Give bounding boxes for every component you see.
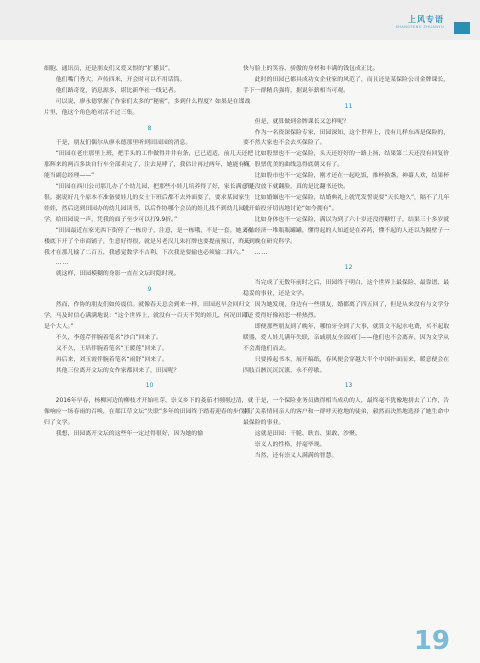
paragraph: 比如股市也不一定保险，刚才还在一起吃饭，推杯换盏，神薹人欢，结果杯子还没放下就翻脸，真的是比翻书还快。 [243,173,450,191]
paragraph: 可以说，廖永德掌握了作家们太多的“秘密”，多到什么程度？如果是在谍战片里，他这个角色绝对活不过三集。 [44,98,251,116]
section-number: 9 [147,286,152,294]
section-number: 11 [344,102,353,110]
paragraph: 细胞、通讯员，还是朋友们又爱又恨的“扩播员”。 [44,66,174,72]
paragraph: 比如婚姻也不一定保险，结婚典礼上就咒发誓说要“天长地久”，隔不了几年就开始投牙切齿地讨论“如今拥有”。 [243,194,450,212]
paragraph: 我想，田园离开文坛的这些年一定过得很好，因为她的愉 [55,431,204,438]
paragraph: “田园最近在家光西下街停了一栋房子，注意，是一栋哦，不是一套。她又在楼底下开了个串商铺子，生意好得很，就是另老汉儿朱打牌也要提前预订，昨天我才在那儿输了二百五，我感觉数学不吉利，下次我是要输也必须输二四六。” [44,227,254,256]
section-number: 8 [147,124,152,132]
section-number: 13 [344,382,353,390]
page-header [0,0,480,40]
paragraph: 崇义人的性格，抒毫毕现。 [254,442,326,448]
section-number: 12 [344,264,353,272]
paragraph: 此时的田园已都具成功女企业家的风范了，而且还是某保险公司金牌课长，手下一群精兵强将，据说年薪相当可观。 [243,76,450,94]
paragraph: 这就是田园：干脆、耿直、果敢、沙聚。 [254,431,361,438]
paragraph: 又不久，王培伴腕着笔名“王暖莲”回来了。 [55,345,168,352]
paragraph: 就这样，田园模糊的身影一直在文坛时隐时现。 [55,271,180,278]
paragraph: 2016年早春，杨柳河边的柳枝才开始吐芽，崇义乡下的菱茄才刚刚过清，就像响应一场春雨的召唤，在郯江草文坛“失联”多年的田园终于踏着迎春的步伐回归了文学。 [44,398,254,427]
paragraph: 他们路奇宽，消息源多，堪比新华社一线记者。 [55,87,180,94]
paragraph: 然而，作协的朋友们如传震信。就像春天总会到来一样，田园迟早会回归文学，马及时信心满满地说：“这个世界上，就没有一百天不哭的娃儿，何况田园还是个大人。” [44,302,254,330]
paragraph: 快与脸上的笑容、骄傲的身材和丰满的钱包成正比。 [243,66,379,72]
paragraph: 因为她发现，身边有一些朋友，婚都离了四五回了，但是从来没有与文学分手，爱得好像初恋一样热烈。 [243,302,450,320]
left-text-column [44,64,255,440]
paragraph: 比如股票也不一定保险，头天还好好的一路上扬，结果第二天还没有回复价格，股票优美的曲线急得底朝又有了。 [243,151,450,169]
paragraph: “田园在西川公司那儿办了个幼儿园，把那些小娃儿培养得了好，家长满意得很。据说好几个原本不准备要娃儿的女士下班后都不去外面耍了，要求某园家生娃娃，然后送到田园办的幼儿园读书，以后作协哪个会员的娃儿找不到幼儿园上学，给田园说一声，凭我的面子至少可以打9.9折。” [44,184,254,223]
ellipsis: …… [254,249,269,256]
paragraph: “田园在老庄那里上班，把手头的工作做得井井有条，已已适适，前几天还把那辉来的两百多块自行车全部卖完了，注去晃哮了，我估计再过两年，她能有可能当副总经理——” [44,151,254,180]
paragraph: 于是，朋友们偶尔从廖永德那里听到田园园的消息。 [55,140,192,147]
paragraph: 只要捧起书本，展开稿纸，春风便会穿越大半个中国扑面而来，暖意便会在四肢百骸沉沉沉涨，永不停歇。 [243,356,450,374]
paragraph: 即便那些朋友到了晚年，哪怕牙全到了大事，就算文不起水电费，买不起取暖器，爱人娃儿满年失联，亲戚朋友全部闭门——他们也不会离弃，因为文学从不会离他们而去。 [243,323,450,352]
right-text-column [243,64,454,462]
paragraph: 其他三位离开文坛的女作家都回来了，田园呢？ [55,367,180,374]
paragraph: 当然，还有崇义人满满的智慧。 [254,452,338,459]
ellipsis: …… [55,260,70,267]
paragraph: 作为一名资深保险专家，田园深知，这个世界上，没有几样东西是保险的，要不然大家也不会去买保险了。 [243,129,450,147]
paragraph: 比如身体也不一定保险，满以为到了六十岁还没得糖钉子，结果三十多岁就开始经济一堆瓶瓶罐罐，懂得起的人知道是在养药，懂不起的人还以为隔壁子一天到晚在研究科学。 [243,216,450,245]
paragraph: 于是，一个保险业务员做得相当成功的人，最终毫不犹豫地拼去了工作，告别了关系情同亲人的客户和一群呼天抢地的徒弟，毅然而决然地选择了她生命中最保险的事业。 [243,398,450,427]
paragraph: 但是，就算做到金牌课长又怎样呢？ [254,118,350,125]
column-subtitle: SHANGFENG ZHUANYU [395,25,444,29]
column-title: 上风专语 [408,15,444,24]
paragraph: 当完成了无数年前时之后，田园终于明白，这个世界上最保险、最靠谱、最稳妥的事业，还是文学。 [243,280,450,298]
header-accent-block [454,22,470,34]
page-number: 19 [413,626,450,656]
paragraph: 再后来，刘玉霞伴腕着笔名“雨舒”回来了。 [55,356,168,363]
section-number: 10 [145,382,154,390]
paragraph: 他们嘴门秀大，声传四米，开会时可以不用话筒。 [55,76,186,83]
paragraph: 不久，李莲芹伴腕着笔名“沙白”回来了。 [55,334,163,341]
